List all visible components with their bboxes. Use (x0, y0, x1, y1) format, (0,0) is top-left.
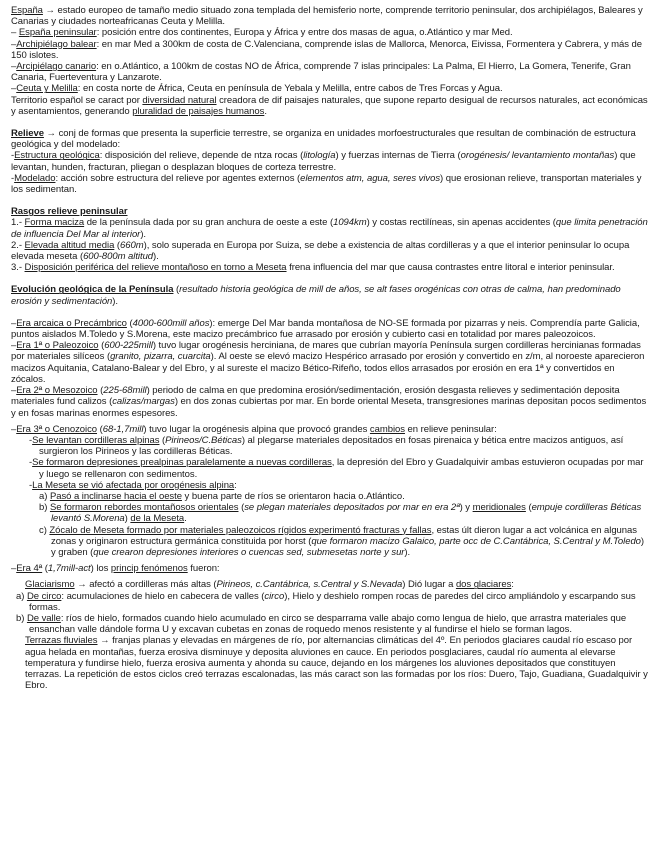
text: . (184, 513, 187, 525)
list-item-meseta-c (11, 525, 648, 559)
term: Disposición periférica del relieve montañoso en torno a Meseta (24, 262, 287, 274)
text: ( (97, 385, 104, 397)
term-modelado: Modelado (14, 172, 56, 184)
term: Glaciarismo (25, 579, 75, 591)
italic-text: que formaron macizo Galaico, parte occ de C.Cantábrica, S.Central y M.Toledo (311, 535, 641, 547)
text: , estas últ dieron lugar a act volcánica en algunas zonas y originaron estructura germánica constituida por horst ( (51, 524, 637, 547)
text: ). Al oeste se elevó macizo Hespérico arrasado por erosión y convertido en z/m, al noroeste aparecieron macizos Aquitania, Catalano-Balear y del Ebro, y al sureste el macizo Bético-Rifeño, todos ellos arrasados por erosión en era 1ª y convertidos en zócalos. (11, 351, 645, 385)
paragraph-evolucion (11, 284, 648, 306)
text: ) y (459, 502, 473, 514)
italic-text: 600-225mill (104, 340, 153, 352)
heading-relieve: Relieve (11, 128, 44, 140)
term: Era 3ª o Cenozoico (16, 423, 98, 435)
italic-text: litología (303, 150, 336, 162)
text-relieve: → conj de formas que presenta la superficie terrestre, se organiza en unidades morfoestructurales que resultan de combinación de estructura geológica y del modelado: (11, 128, 636, 151)
italic-text: 1,7mill-act (47, 563, 91, 575)
dash: – (11, 61, 17, 73)
dash: – (11, 83, 17, 95)
text: ) Dió lugar a (402, 579, 456, 591)
text: : disposición del relieve, depende de ntza rocas ( (99, 150, 304, 162)
text: ) que levantan, hunden, fracturan, pliegan o desplazan bloques de corteza terrestre. (11, 150, 636, 173)
paragraph-territorio (11, 95, 648, 117)
text: ) y costas rectilíneas, sin apenas accidentes ( (366, 217, 556, 229)
dash: - (11, 172, 15, 184)
text: ) periodo de calma en que predomina erosión/sedimentación, erosión desgasta relieves y sedimentación deposita materiales fund calizos ( (11, 385, 620, 408)
list-letter: a) (16, 590, 27, 602)
paragraph-balear (11, 39, 648, 61)
list-number: 3.- (11, 262, 25, 274)
list-number: 2.- (11, 239, 25, 251)
text: : (234, 479, 237, 491)
term-canario: Arcipiélago canario (16, 61, 97, 73)
dash: – (11, 38, 17, 50)
term: Zócalo de Meseta formado por materiales paleozoicos rígidos experimentó fracturas y fallas (49, 524, 432, 536)
list-item-rasgo-2 (11, 240, 648, 262)
paragraph-mesozoico (11, 385, 648, 419)
text-balear: : en mar Med a 300km de costa de C.Valenciana, comprende islas de Mallorca, Menorca, Eivissa, Formentera y Cabrera, y más de 150 islotes. (11, 38, 643, 61)
italic-text: que crearon depresiones interiores o cuencas sed, submesetas norte y sur (93, 546, 405, 558)
italic-text: resultado historia geológica de mill de años, se alt fases orogénicas con otras de calma, han predominado erosión y sedimentación (11, 284, 621, 307)
term: Terrazas fluviales (25, 635, 98, 647)
paragraph-estructura (11, 150, 648, 172)
text: ). (112, 295, 118, 307)
dash: - (29, 457, 33, 469)
italic-text: se plegan materiales depositados por mar en era 2ª (244, 502, 460, 514)
text: frena influencia del mar que causa contrastes entre litoral e interior peninsular. (286, 262, 615, 274)
paragraph-espana (11, 5, 648, 27)
paragraph-peninsular (11, 27, 648, 38)
text: ( (42, 563, 48, 575)
paragraph-ceuta (11, 83, 648, 94)
text: en relieve peninsular: (404, 423, 497, 435)
term-ceuta: Ceuta y Melilla (16, 83, 78, 95)
text: ( (97, 423, 103, 435)
text: ) y fuerzas internas de Tierra ( (335, 150, 461, 162)
dash: - (29, 434, 33, 446)
paragraph-relieve (11, 128, 648, 150)
list-letter: b) (16, 612, 27, 624)
italic-text: 68-1,7mill (102, 423, 144, 435)
paragraph-cenozoico (11, 424, 648, 435)
text: ) que erosionan relieve, transportan materiales y los sedimentan. (11, 172, 642, 196)
term: Era arcaica o Precámbrico (16, 317, 127, 329)
text: ) (124, 513, 131, 525)
paragraph-paleozoico (11, 340, 648, 385)
list-letter: b) (39, 502, 50, 514)
text: ). (140, 228, 147, 240)
text: : acción sobre estructura del relieve por agentes externos ( (55, 172, 301, 184)
text: ) tuvo lugar orogénesis herciniana, de mares que cubrían mayoría Península surgen cordilleras hercinianas formadas por materiales silíceos ( (11, 340, 641, 363)
dash: – (11, 423, 17, 435)
term-estructura: Estructura geológica (14, 150, 100, 162)
text: ) tuvo lugar la orogénesis alpina que provocó grandes (143, 423, 370, 435)
italic-text: circo (264, 590, 285, 602)
text: ). (404, 546, 411, 558)
italic-text: Pirineos/C.Béticas (165, 434, 242, 446)
term: Elevada altitud media (24, 239, 115, 251)
term: Era 1ª o Paleozoico (16, 340, 99, 352)
text: ) al plegarse materiales depositados en fosas pirenaica y bética entre macizos antiguos, así surgieron los Pirineos y las cordilleras Béticas. (39, 434, 624, 458)
italic-text: 660m (120, 239, 144, 251)
dash: – (11, 563, 17, 575)
paragraph-arcaica (11, 318, 648, 340)
underlined-text: diversidad natural (142, 94, 217, 106)
heading-rasgos-text: Rasgos relieve peninsular (11, 206, 128, 218)
list-item-glaciar-b (11, 613, 648, 635)
paragraph-cuaternario (11, 563, 648, 574)
term-balear: Archipiélago balear (16, 38, 97, 50)
text: ( (159, 434, 166, 446)
italic-text: 225-68mill (103, 385, 147, 397)
text-ceuta: : en costa norte de África, Ceuta en península de Yebala y Melilla, entre cabos de Tres Forcas y Agua. (77, 83, 503, 95)
list-item-cenozoico-2 (11, 457, 648, 479)
text: → franjas planas y elevadas en márgenes de río, por alternancias climáticas del 4º. En periodos glaciares caudal río escaso por agua helada en montañas, fuerza erosiva disminuye y deposita aluviones en cauce. En periodos posglaciares, caudal río aumenta al elevarse temperatura y fundirse hielo, fuerza erosiva aumenta y ahonda su cauce, dejando en los márgenes los aluviones depositados que constituyen terrazas. La repetición de estos ciclos creó terrazas escalonadas, las más caract son las formadas por los ríos: Duero, Tajo, Guadiana, Guadalquivir y Ebro. (25, 635, 648, 692)
list-item-rasgo-3 (11, 262, 648, 273)
term: De circo (26, 590, 62, 602)
text: ( (238, 502, 245, 514)
italic-text: Pirineos, c.Cantábrica, s.Central y S.Nevada (216, 579, 403, 591)
text: ). (153, 251, 159, 263)
underlined-text: cambios (369, 423, 405, 435)
text: ) en dos zonas cubiertas por mar. En borde oriental Meseta, transgresiones marinas depositan pocos sedimentos y en fosas marinas enormes espesores. (11, 396, 647, 419)
underlined-text: dos glaciares (455, 579, 512, 591)
underlined-text: princip fenómenos (110, 563, 188, 575)
dash: – (11, 385, 17, 397)
text: ( (114, 239, 121, 251)
text: ), Hielo y deshielo rompen rocas de paredes del circo ampliándolo y escarpando sus formas. (29, 590, 636, 613)
italic-text: granito, pizarra, cuarcita (110, 351, 211, 363)
text: ) y graben ( (51, 535, 645, 558)
list-item-cenozoico-3 (11, 480, 648, 491)
term: Se levantan cordilleras alpinas (32, 434, 160, 446)
paragraph-terrazas (11, 635, 648, 691)
italic-text: elementos atm, agua, seres vivos (300, 172, 441, 184)
text: ( (126, 317, 133, 329)
list-letter: a) (39, 490, 50, 502)
text: : (511, 579, 514, 591)
text: ( (173, 284, 180, 296)
list-number: 1.- (11, 217, 25, 229)
text: ( (98, 340, 105, 352)
paragraph-modelado (11, 173, 648, 195)
text: y buena parte de ríos se orientaron hacia o.Atlántico. (181, 490, 405, 502)
text: ( (525, 502, 532, 514)
heading-evolucion: Evolución geológica de la Península (11, 284, 174, 296)
list-letter: c) (39, 524, 50, 536)
list-item-rasgo-1 (11, 217, 648, 239)
text-peninsular: : posición entre dos continentes, Europa y África y entre dos masas de agua, o.Atlántico y mar Med. (96, 27, 513, 39)
underlined-text: pluralidad de paisajes humanos (132, 105, 265, 117)
dash: – (11, 27, 19, 39)
dash: – (11, 340, 17, 352)
text: ): emerge Del Mar banda montañosa de NO-SE formada por pizarras y neis. Comprendía parte Galicia, puntos aislados M.Toledo y S.Morena, este macizo precámbrico fue arrasado por erosión y cubierto casi en totalidad por mares paleozoicos. (11, 317, 640, 341)
italic-text: calizas/margas (112, 396, 175, 408)
italic-text: 1094km (333, 217, 367, 229)
italic-text: empuje cordilleras Béticas levantó S.Morena (51, 502, 642, 525)
term: Se formaron rebordes montañosos orientales (49, 502, 239, 514)
term-espana: España (11, 5, 43, 16)
term: Era 4ª (16, 563, 43, 575)
text: fueron: (187, 563, 220, 575)
term: De valle (26, 612, 61, 624)
text: , la depresión del Ebro y Guadalquivir ambas estuvieron ocupadas por mar y luego se rellenaron con sedimentos. (39, 457, 644, 480)
text-canario: : en o.Atlántico, a 100km de costas NO de África, comprende 7 islas principales: La Palma, El Hierro, La Gomera, Tenerife, Gran Canaria, Fuerteventura y Lanzarote. (11, 61, 631, 84)
term: Pasó a inclinarse hacia el oeste (49, 490, 182, 502)
term: Forma maciza (24, 217, 85, 229)
list-item-meseta-a (11, 491, 648, 502)
heading-rasgos (11, 206, 648, 217)
paragraph-glaciarismo (11, 579, 648, 590)
text: : acumulaciones de hielo en cabecera de valles ( (61, 590, 265, 602)
term: Era 2ª o Mesozoico (16, 385, 98, 397)
text: creadora de dif paisajes naturales, que supone reparto desigual de recursos naturales, act económicas y asentamientos, generando (11, 94, 648, 117)
text: de la península dada por su gran anchura de oeste a este ( (84, 217, 334, 229)
list-item-glaciar-a (11, 591, 648, 613)
list-item-meseta-b (11, 502, 648, 524)
dash: - (11, 150, 15, 162)
term-peninsular: España peninsular (18, 27, 97, 39)
italic-text: 4000-600mill años (132, 317, 210, 329)
italic-text: que limita penetración de influencia Del Mar al interior (11, 217, 648, 240)
text: → afectó a cordilleras más altas ( (74, 579, 217, 591)
italic-text: orogénesis/ levantamiento montañas (460, 150, 615, 162)
term: Se formaron depresiones prealpinas paralelamente a nuevas cordilleras (32, 457, 332, 469)
text: Territorio español se caract por (11, 94, 143, 106)
text: ), solo superada en Europa por Suiza, se debe a existencia de altas cordilleras y a que el interior peninsular lo ocupa elevada meseta ( (11, 239, 630, 263)
underlined-text: de la Meseta (130, 513, 185, 525)
text-espana: → estado europeo de tamaño medio situado zona templada del hemisferio norte, comprende territorio peninsular, dos archipiélagos, Baleares y Canarias y ciudades norteafricanas Ceuta y Melilla. (11, 5, 643, 28)
italic-text: 600-800m altitud (83, 251, 154, 263)
text: . (264, 105, 267, 117)
paragraph-canario (11, 61, 648, 83)
underlined-text: meridionales (472, 502, 526, 514)
text: ) los (90, 563, 111, 575)
term: La Meseta se vió afectada por orogénesis alpina (32, 479, 235, 491)
dash: – (11, 317, 17, 329)
dash: - (29, 479, 33, 491)
text: : ríos de hielo, formados cuando hielo acumulado en circo se desparrama valle abajo como lengua de hielo, que arrastra materiales que ensanchan valle dándole forma U y excavan cubetas en zonas de roquedo menos resistente y al fundirse el hielo se forman lagos. (29, 612, 627, 636)
list-item-cenozoico-1 (11, 435, 648, 457)
